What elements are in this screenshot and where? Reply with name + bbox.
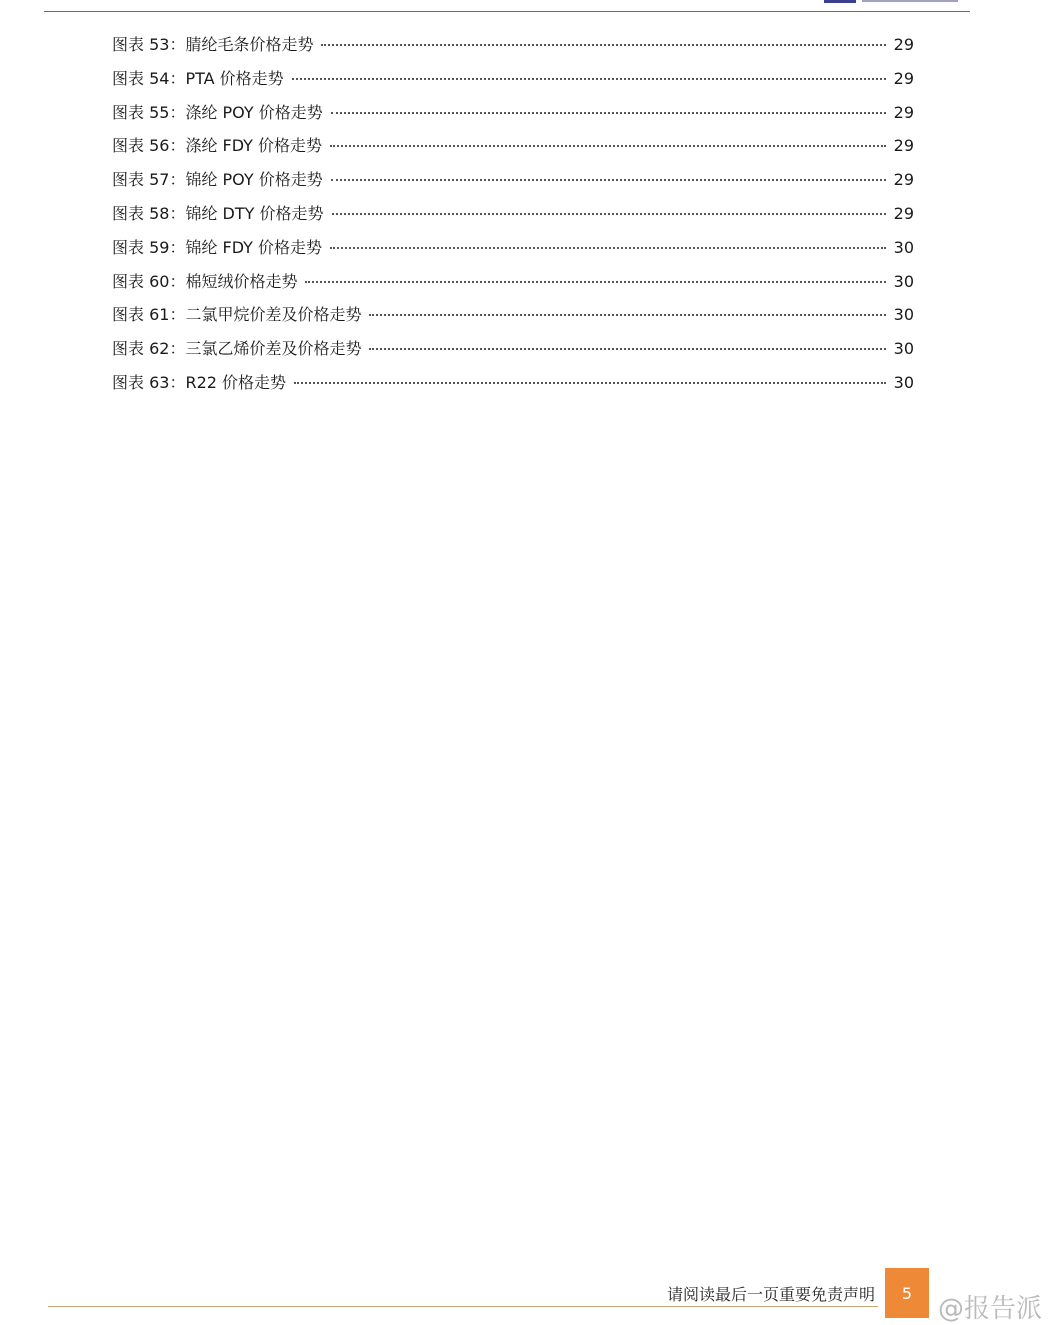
page-number-badge: 5 xyxy=(885,1268,929,1318)
toc-entry[interactable] xyxy=(112,32,914,66)
toc-entry-label: 图表 63：R22 价格走势 xyxy=(112,372,287,392)
toc-entry[interactable] xyxy=(112,133,914,167)
toc-entry-page: 30 xyxy=(893,305,914,325)
toc-entry[interactable] xyxy=(112,100,914,134)
toc-entry-page: 29 xyxy=(893,170,914,190)
toc-entry[interactable] xyxy=(112,201,914,235)
toc-entry-page: 29 xyxy=(893,136,914,156)
toc-entry-page: 29 xyxy=(893,203,914,223)
footer-rule xyxy=(48,1306,878,1307)
toc-entry-page: 30 xyxy=(893,372,914,392)
toc-dot-leader xyxy=(330,247,886,249)
toc-entry-label: 图表 56：涤纶 FDY 价格走势 xyxy=(112,136,323,156)
toc-entry[interactable] xyxy=(112,167,914,201)
toc-entry[interactable] xyxy=(112,235,914,269)
watermark: @报告派 xyxy=(938,1294,1043,1324)
toc-dot-leader xyxy=(369,314,885,316)
toc-entry-page: 29 xyxy=(893,35,914,54)
toc-entry-page: 30 xyxy=(893,339,914,359)
toc-entry-label: 图表 54：PTA 价格走势 xyxy=(112,68,284,88)
toc-dot-leader xyxy=(332,213,886,215)
toc-entry-page: 29 xyxy=(893,102,914,122)
toc-entry-label: 图表 60：棉短绒价格走势 xyxy=(112,271,298,291)
toc-entry-label: 图表 53：腈纶毛条价格走势 xyxy=(112,35,314,54)
toc-dot-leader xyxy=(331,112,886,114)
header-logo-mark xyxy=(824,0,856,3)
toc-entry-label: 图表 59：锦纶 FDY 价格走势 xyxy=(112,237,323,257)
toc-entry-label: 图表 61：二氯甲烷价差及价格走势 xyxy=(112,305,362,325)
toc-dot-leader xyxy=(331,179,886,181)
toc-entry[interactable] xyxy=(112,336,914,370)
toc-entry[interactable] xyxy=(112,66,914,100)
table-of-figures xyxy=(112,32,914,404)
header-rule xyxy=(44,11,970,12)
toc-dot-leader xyxy=(330,145,886,147)
toc-dot-leader xyxy=(369,348,885,350)
toc-dot-leader xyxy=(305,281,885,283)
toc-entry-label: 图表 62：三氯乙烯价差及价格走势 xyxy=(112,339,362,359)
disclaimer-note: 请阅读最后一页重要免责声明 xyxy=(666,1285,875,1304)
toc-entry[interactable] xyxy=(112,302,914,336)
toc-dot-leader xyxy=(292,78,886,80)
toc-entry-label: 图表 58：锦纶 DTY 价格走势 xyxy=(112,203,324,223)
toc-entry[interactable] xyxy=(112,269,914,303)
toc-entry-label: 图表 57：锦纶 POY 价格走势 xyxy=(112,170,323,190)
header-logo-text xyxy=(862,0,958,2)
toc-entry-page: 30 xyxy=(893,237,914,257)
toc-entry-label: 图表 55：涤纶 POY 价格走势 xyxy=(112,102,323,122)
toc-entry[interactable] xyxy=(112,370,914,404)
toc-dot-leader xyxy=(294,382,886,384)
toc-dot-leader xyxy=(321,44,885,46)
toc-entry-page: 29 xyxy=(893,68,914,88)
toc-entry-page: 30 xyxy=(893,271,914,291)
